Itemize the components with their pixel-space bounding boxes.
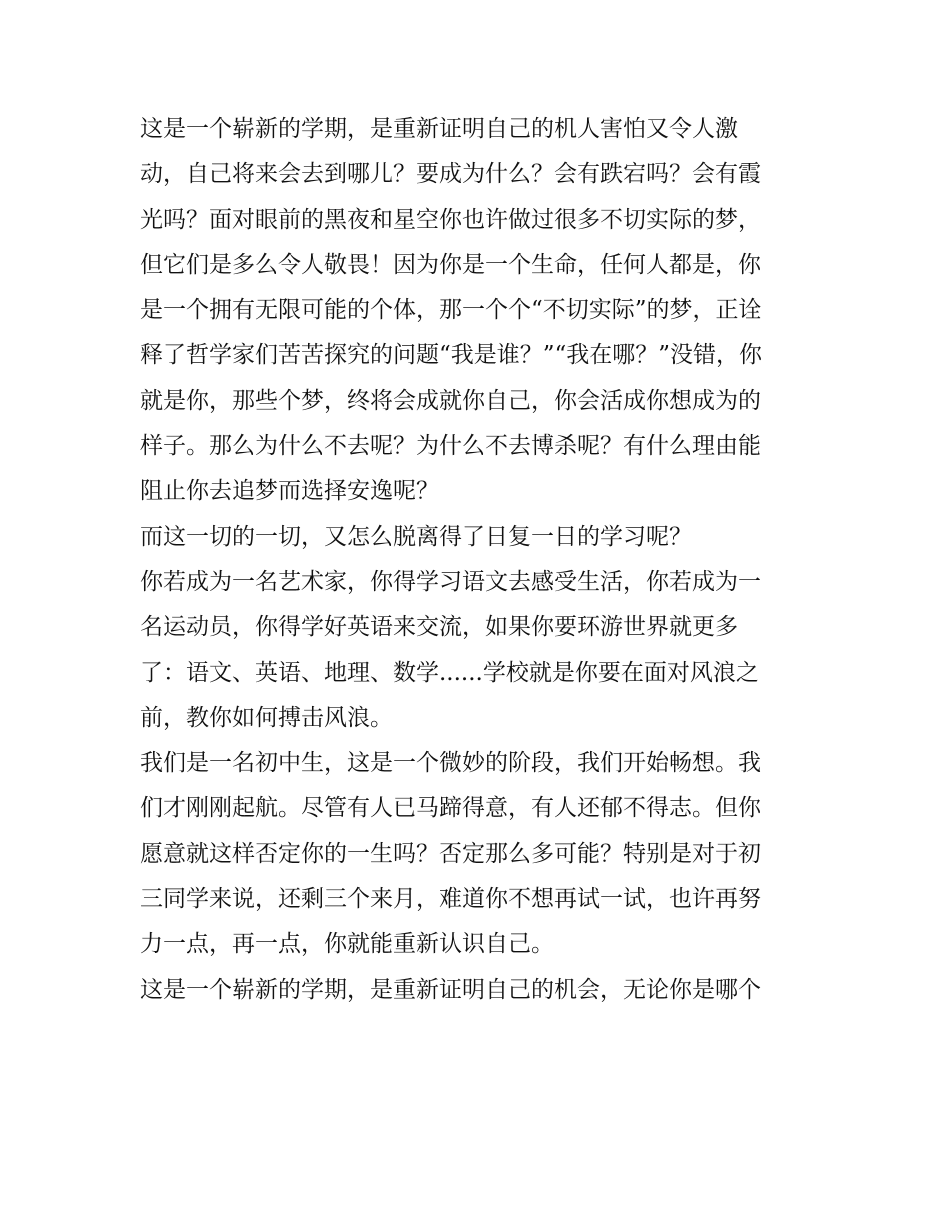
text-line: 动，自己将来会去到哪儿？要成为什么？会有跌宕吗？会有霞 (140, 161, 761, 188)
text-line: 样子。那么为什么不去呢？为什么不去博杀呢？有什么理由能 (140, 433, 761, 460)
text-line: 我们是一名初中生，这是一个微妙的阶段，我们开始畅想。我 (140, 750, 761, 777)
text-line: 愿意就这样否定你的一生吗？否定那么多可能？特别是对于初 (140, 840, 761, 867)
text-line: 这是一个崭新的学期，是重新证明自己的机会，无论你是哪个 (140, 976, 761, 1003)
paragraph-1 (140, 107, 815, 515)
document-body (140, 107, 815, 1013)
text-line: 前，教你如何搏击风浪。 (140, 704, 393, 731)
text-line: 名运动员，你得学好英语来交流，如果你要环游世界就更多 (140, 614, 738, 641)
text-line: 三同学来说，还剩三个来月，难道你不想再试一试，也许再努 (140, 886, 761, 913)
paragraph-4 (140, 741, 815, 967)
paragraph-3 (140, 560, 815, 741)
text-line: 了：语文、英语、地理、数学......学校就是你要在面对风浪之 (140, 659, 759, 686)
text-line: 光吗？面对眼前的黑夜和星空你也许做过很多不切实际的梦， (140, 206, 761, 233)
text-line: 但它们是多么令人敬畏！因为你是一个生命，任何人都是，你 (140, 251, 761, 278)
text-line: 们才刚刚起航。尽管有人已马蹄得意，有人还郁不得志。但你 (140, 795, 761, 822)
text-line: 释了哲学家们苦苦探究的问题“我是谁？”“我在哪？”没错，你 (140, 342, 763, 369)
text-line: 阻止你去追梦而选择安逸呢？ (140, 478, 439, 505)
text-line: 你若成为一名艺术家，你得学习语文去感受生活，你若成为一 (140, 568, 761, 595)
text-line: 就是你，那些个梦，终将会成就你自己，你会活成你想成为的 (140, 387, 761, 414)
text-line: 是一个拥有无限可能的个体，那一个个“不切实际”的梦，正诠 (140, 297, 762, 324)
paragraph-5 (140, 968, 815, 1013)
paragraph-2 (140, 515, 815, 560)
text-line: 这是一个崭新的学期，是重新证明自己的机人害怕又令人激 (140, 116, 738, 142)
text-line: 力一点，再一点，你就能重新认识自己。 (140, 931, 554, 958)
text-line: 而这一切的一切，又怎么脱离得了日复一日的学习呢？ (140, 523, 692, 550)
